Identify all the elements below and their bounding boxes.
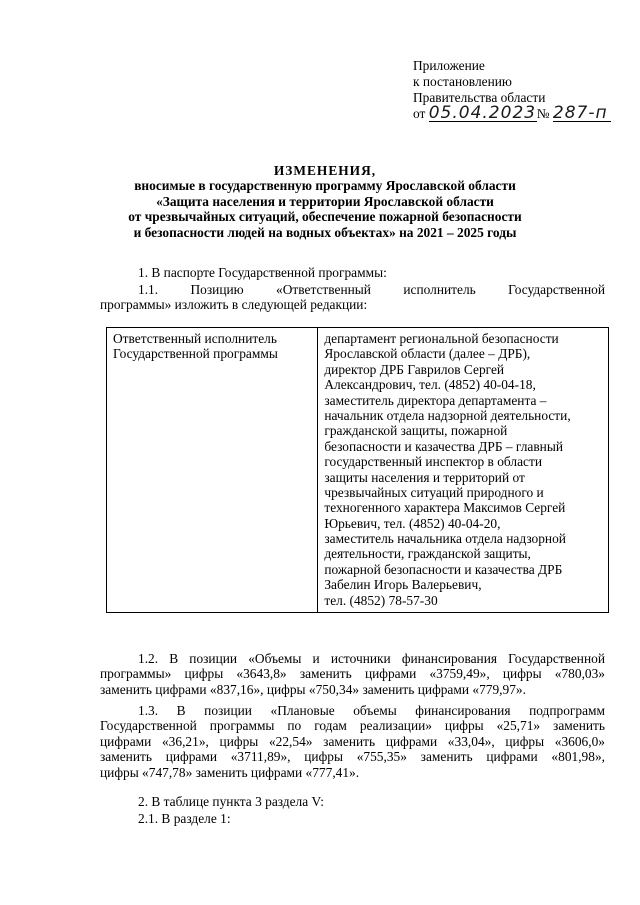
cell-line: начальник отдела надзорной деятельности, [324, 407, 571, 423]
table-cell-label [107, 328, 318, 613]
paragraph-2-1: 2.1. В разделе 1: [138, 811, 231, 826]
cell-line: Ярославской области (далее – ДРБ), [324, 346, 531, 362]
paragraph-line: программы» изложить в следующей редакции: [100, 297, 368, 313]
title-line: от чрезвычайных ситуаций, обеспечение пожарной безопасности [128, 209, 522, 225]
paragraph-line: Государственной программы по годам реализации» цифры «25,71» заменить [100, 718, 605, 734]
paragraph-1-2 [100, 651, 605, 697]
paragraph-line: программы» цифры «3643,8» заменить цифрами «3759,49», цифры «780,03» [100, 666, 605, 682]
paragraph-line: 1.1. Позицию «Ответственный исполнитель Государственной [138, 282, 605, 297]
document-title [90, 163, 560, 240]
title-main: ИЗМЕНЕНИЯ, [273, 163, 377, 178]
paragraph-1-3 [100, 703, 605, 780]
cell-line: Забелин Игорь Валерьевич, [324, 577, 482, 593]
cell-line: гражданской защиты, пожарной [324, 423, 508, 439]
paragraph-line: цифры «747,78» заменить цифрами «777,41». [100, 764, 360, 780]
cell-line: пожарной безопасности и казачества ДРБ [324, 561, 563, 577]
cell-line: Юрьевич, тел. (4852) 40-04-20, [324, 515, 501, 531]
cell-line: защиты населения и территорий от [324, 469, 525, 485]
appendix-line: Приложение [413, 58, 485, 73]
cell-line: заместитель начальника отдела надзорной [324, 531, 566, 547]
handwritten-number: 287-п [553, 105, 611, 122]
number-sign: № [536, 106, 550, 122]
table-cell-value [318, 328, 609, 613]
cell-line: Государственной программы [113, 346, 278, 362]
cell-line: техногенного характера Максимов Сергей [324, 500, 566, 516]
appendix-line: Правительства области [413, 89, 546, 105]
cell-line: деятельности, гражданской защиты, [324, 546, 531, 562]
paragraph-line: заменить цифрами «837,16», цифры «750,34» заменить цифрами «779,97». [100, 681, 526, 697]
cell-line: Ответственный исполнитель [113, 331, 277, 346]
appendix-date-line [413, 103, 623, 124]
cell-line: безопасности и казачества ДРБ – главный [324, 438, 564, 454]
cell-line: департамент региональной безопасности [324, 331, 559, 346]
handwritten-date: 05.04.2023 [428, 103, 537, 124]
appendix-stamp [413, 58, 623, 124]
cell-line: Александрович, тел. (4852) 40-04-18, [324, 377, 536, 393]
appendix-line: к постановлению [413, 73, 512, 89]
paragraph-2: 2. В таблице пункта 3 раздела V: [138, 794, 324, 809]
paragraph-line: 1.3. В позиции «Плановые объемы финансирования подпрограмм [138, 703, 605, 718]
position-table [106, 327, 609, 613]
title-line: «Защита населения и территории Ярославской области [156, 193, 494, 209]
paragraph-line: заменить цифрами «3711,89», цифры «755,35» заменить цифрами «801,98», [100, 749, 605, 765]
cell-line: директор ДРБ Гаврилов Сергей [324, 361, 505, 377]
cell-line: заместитель директора департамента – [324, 392, 547, 408]
title-line: вносимые в государственную программу Ярославской области [134, 178, 516, 194]
cell-line: тел. (4852) 78-57-30 [324, 592, 438, 608]
paragraph-1: 1. В паспорте Государственной программы: [138, 265, 387, 280]
table-row [107, 328, 609, 613]
paragraph-line: 1.2. В позиции «Объемы и источники финансирования Государственной [138, 651, 605, 666]
paragraph-line: цифрами «36,21», цифры «22,54» заменить цифрами «33,04», цифры «3606,0» [100, 733, 605, 749]
from-prefix: от [413, 106, 426, 122]
title-line: и безопасности людей на водных объектах» на 2021 – 2025 годы [133, 224, 517, 240]
cell-line: чрезвычайных ситуаций природного и [324, 484, 544, 500]
paragraph-1-1 [100, 282, 605, 313]
cell-line: государственный инспектор в области [324, 454, 542, 470]
